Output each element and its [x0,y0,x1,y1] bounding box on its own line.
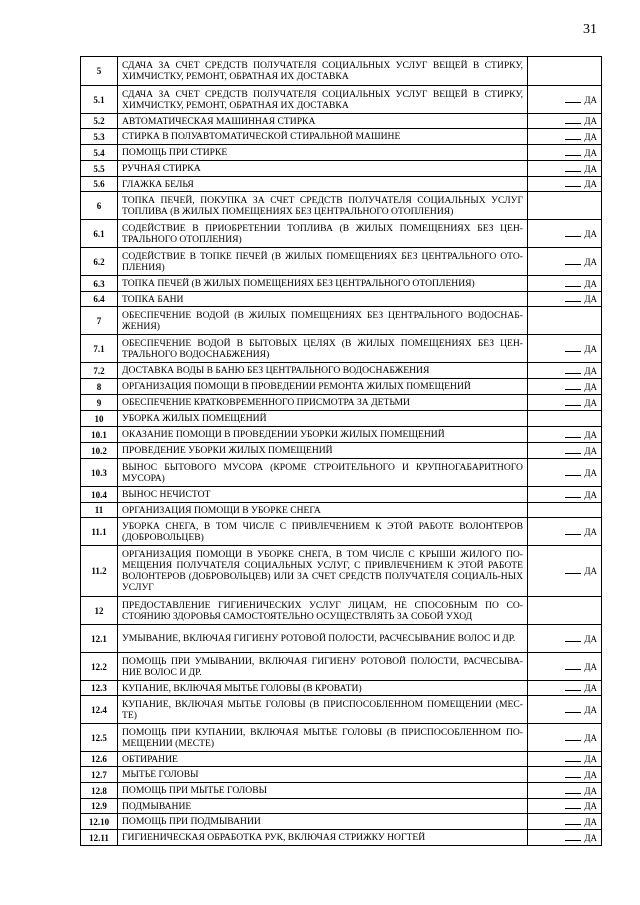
answer-cell [528,546,602,597]
answer-blank[interactable] [565,155,581,156]
answer-label: ДА [584,256,597,267]
answer-label: ДА [584,683,597,693]
answer-cell [528,145,602,161]
service-number: 7.2 [81,363,118,379]
answer-label: ДА [584,489,597,500]
answer-cell [528,814,602,830]
service-name: ПРОВЕДЕНИЕ УБОРКИ ЖИЛЫХ ПОМЕЩЕНИЙ [118,443,528,459]
service-name: УМЫВАНИЕ, ВКЛЮЧАЯ ГИГИЕНУ РОТОВОЙ ПОЛОСТИ, РАСЧЕСЫВАНИЕ ВОЛОС И ДР. [118,625,528,653]
service-number: 12.2 [81,653,118,681]
service-number: 6.4 [81,292,118,307]
services-table-body [81,57,602,846]
service-row [81,220,602,248]
service-number: 12.1 [81,625,118,653]
answer-label: ДА [584,365,597,376]
answer-blank[interactable] [565,102,581,103]
answer-cell [528,724,602,752]
answer-cell [528,518,602,546]
page-number: 31 [583,22,597,37]
answer-label: ДА [584,769,597,780]
answer-cell [528,443,602,459]
service-name: ОБЕСПЕЧЕНИЕ КРАТКОВРЕМЕННОГО ПРИСМОТРА ЗА ДЕТЬМИ [118,395,528,411]
service-number: 11 [81,503,118,518]
service-name: ТОПКА БАНИ [118,292,528,307]
service-name: ПРЕДОСТАВЛЕНИЕ ГИГИЕНИЧЕСКИХ УСЛУГ ЛИЦАМ, НЕ СПОСОБНЫМ ПО СО-СТОЯНИЮ ЗДОРОВЬЯ САМОСТОЯТЕЛЬНО ОСУЩЕСТВЛЯТЬ ЗА СОБОЙ УХОД [118,597,528,625]
answer-blank[interactable] [565,669,581,670]
answer-cell [528,57,602,86]
service-row [81,161,602,177]
service-number: 5.1 [81,86,118,114]
service-row [81,57,602,86]
service-row [81,114,602,129]
service-row [81,518,602,546]
answer-label: ДА [584,785,597,796]
answer-cell [528,192,602,220]
answer-blank[interactable] [565,405,581,406]
answer-blank[interactable] [565,761,581,762]
answer-cell [528,335,602,363]
answer-blank[interactable] [565,437,581,438]
service-name: ГИГИЕНИЧЕСКАЯ ОБРАБОТКА РУК, ВКЛЮЧАЯ СТРИЖКУ НОГТЕЙ [118,830,528,846]
service-row [81,487,602,503]
service-name: ОБЕСПЕЧЕНИЕ ВОДОЙ (В ЖИЛЫХ ПОМЕЩЕНИЯХ БЕЗ ЦЕНТРАЛЬНОГО ВОДОСНАБ-ЖЕНИЯ) [118,307,528,335]
service-number: 12.5 [81,724,118,752]
answer-blank[interactable] [565,497,581,498]
answer-cell [528,411,602,427]
service-name: ПОДМЫВАНИЕ [118,799,528,814]
answer-cell [528,177,602,192]
answer-blank[interactable] [565,712,581,713]
service-name: ПОМОЩЬ ПРИ СТИРКЕ [118,145,528,161]
service-name: ОБЕСПЕЧЕНИЕ ВОДОЙ В БЫТОВЫХ ЦЕЛЯХ (В ЖИЛЫХ ПОМЕЩЕНИЯХ БЕЗ ЦЕН-ТРАЛЬНОГО ВОДОСНАБЖЕНИЯ) [118,335,528,363]
service-row [81,724,602,752]
answer-blank[interactable] [565,453,581,454]
service-number: 5.4 [81,145,118,161]
answer-cell [528,86,602,114]
service-row [81,411,602,427]
service-name: СОДЕЙСТВИЕ В ПРИОБРЕТЕНИИ ТОПЛИВА (В ЖИЛЫХ ПОМЕЩЕНИЯХ БЕЗ ЦЕН-ТРАЛЬНОГО ОТОПЛЕНИЯ) [118,220,528,248]
answer-blank[interactable] [565,793,581,794]
service-name: ТОПКА ПЕЧЕЙ, ПОКУПКА ЗА СЧЕТ СРЕДСТВ ПОЛУЧАТЕЛЯ СОЦИАЛЬНЫХ УСЛУГ ТОПЛИВА (В ЖИЛЫХ ПОМЕЩЕНИЯХ БЕЗ ЦЕНТРАЛЬНОГО ОТОПЛЕНИЯ) [118,192,528,220]
service-row [81,129,602,145]
service-row [81,363,602,379]
service-row [81,276,602,292]
service-name: ВЫНОС БЫТОВОГО МУСОРА (КРОМЕ СТРОИТЕЛЬНОГО И КРУПНОГАБАРИТНОГО МУСОРА) [118,459,528,487]
answer-cell [528,220,602,248]
service-row [81,379,602,395]
service-number: 7.1 [81,335,118,363]
answer-label: ДА [584,754,597,764]
answer-label: ДА [584,633,597,644]
answer-label: ДА [584,467,597,478]
answer-label: ДА [584,278,597,289]
service-name: СТИРКА В ПОЛУАВТОМАТИЧЕСКОЙ СТИРАЛЬНОЙ МАШИНЕ [118,129,528,145]
answer-cell [528,696,602,724]
service-name: ОРГАНИЗАЦИЯ ПОМОЩИ В УБОРКЕ СНЕГА [118,503,528,518]
service-number: 5.3 [81,129,118,145]
service-number: 11.2 [81,546,118,597]
answer-label: ДА [584,429,597,440]
answer-cell [528,767,602,783]
answer-cell [528,276,602,292]
answer-cell [528,597,602,625]
service-name: СДАЧА ЗА СЧЕТ СРЕДСТВ ПОЛУЧАТЕЛЯ СОЦИАЛЬНЫХ УСЛУГ ВЕЩЕЙ В СТИРКУ, ХИМЧИСТКУ, РЕМОНТ, ОБРАТНАЯ ИХ ДОСТАВКА [118,57,528,86]
service-number: 9 [81,395,118,411]
answer-label: ДА [584,163,597,174]
answer-blank[interactable] [565,824,581,825]
answer-blank[interactable] [565,777,581,778]
service-row [81,192,602,220]
service-name: ДОСТАВКА ВОДЫ В БАНЮ БЕЗ ЦЕНТРАЛЬНОГО ВОДОСНАБЖЕНИЯ [118,363,528,379]
service-row [81,459,602,487]
answer-label: ДА [584,832,597,843]
answer-blank[interactable] [565,475,581,476]
service-number: 10.2 [81,443,118,459]
service-row [81,752,602,767]
service-row [81,443,602,459]
service-name: РУЧНАЯ СТИРКА [118,161,528,177]
service-name: ПОМОЩЬ ПРИ КУПАНИИ, ВКЛЮЧАЯ МЫТЬЕ ГОЛОВЫ (В ПРИСПОСОБЛЕННОМ ПО-МЕЩЕНИИ (МЕСТЕ) [118,724,528,752]
answer-cell [528,307,602,335]
answer-blank[interactable] [565,840,581,841]
answer-blank[interactable] [565,389,581,390]
service-name: АВТОМАТИЧЕСКАЯ МАШИННАЯ СТИРКА [118,114,528,129]
service-name: УБОРКА ЖИЛЫХ ПОМЕЩЕНИЙ [118,411,528,427]
service-row [81,503,602,518]
service-name: ПОМОЩЬ ПРИ МЫТЬЕ ГОЛОВЫ [118,783,528,799]
service-row [81,86,602,114]
answer-label: ДА [584,381,597,392]
service-row [81,767,602,783]
service-number: 12 [81,597,118,625]
service-number: 12.4 [81,696,118,724]
answer-label: ДА [584,397,597,408]
service-number: 10.1 [81,427,118,443]
answer-label: ДА [584,704,597,715]
service-number: 8 [81,379,118,395]
answer-cell [528,292,602,307]
service-row [81,830,602,846]
answer-blank[interactable] [565,123,581,124]
service-row [81,292,602,307]
answer-label: ДА [584,94,597,105]
service-number: 5.2 [81,114,118,129]
answer-label: ДА [584,732,597,743]
answer-label: ДА [584,116,597,126]
answer-cell [528,752,602,767]
answer-cell [528,799,602,814]
service-row [81,307,602,335]
answer-label: ДА [584,445,597,456]
service-name: ВЫНОС НЕЧИСТОТ [118,487,528,503]
service-number: 5.5 [81,161,118,177]
service-name: ОБТИРАНИЕ [118,752,528,767]
service-name: ГЛАЖКА БЕЛЬЯ [118,177,528,192]
answer-blank[interactable] [565,139,581,140]
answer-blank[interactable] [565,808,581,809]
answer-cell [528,129,602,145]
answer-cell [528,459,602,487]
answer-blank[interactable] [565,186,581,187]
answer-cell [528,395,602,411]
answer-label: ДА [584,816,597,827]
answer-cell [528,427,602,443]
services-table [80,56,602,846]
service-number: 12.10 [81,814,118,830]
answer-label: ДА [584,526,597,537]
answer-blank[interactable] [565,641,581,642]
service-row [81,653,602,681]
answer-cell [528,487,602,503]
service-name: ТОПКА ПЕЧЕЙ (В ЖИЛЫХ ПОМЕЩЕНИЯХ БЕЗ ЦЕНТРАЛЬНОГО ОТОПЛЕНИЯ) [118,276,528,292]
answer-blank[interactable] [565,171,581,172]
answer-cell [528,783,602,799]
service-row [81,427,602,443]
answer-cell [528,503,602,518]
service-number: 5.6 [81,177,118,192]
answer-cell [528,379,602,395]
service-row [81,546,602,597]
service-number: 6.1 [81,220,118,248]
service-number: 6.3 [81,276,118,292]
service-name: ПОМОЩЬ ПРИ ПОДМЫВАНИИ [118,814,528,830]
service-name: УБОРКА СНЕГА, В ТОМ ЧИСЛЕ С ПРИВЛЕЧЕНИЕМ К ЭТОЙ РАБОТЕ ВОЛОНТЕРОВ (ДОБРОВОЛЬЦЕВ) [118,518,528,546]
answer-label: ДА [584,294,597,304]
service-number: 11.1 [81,518,118,546]
service-name: МЫТЬЕ ГОЛОВЫ [118,767,528,783]
service-row [81,783,602,799]
service-name: ПОМОЩЬ ПРИ УМЫВАНИИ, ВКЛЮЧАЯ ГИГИЕНУ РОТОВОЙ ПОЛОСТИ, РАСЧЕСЫВА-НИЕ ВОЛОС И ДР. [118,653,528,681]
service-number: 7 [81,307,118,335]
answer-blank[interactable] [565,236,581,237]
answer-blank[interactable] [565,286,581,287]
service-number: 6 [81,192,118,220]
answer-cell [528,248,602,276]
service-number: 12.7 [81,767,118,783]
answer-label: ДА [584,179,597,189]
service-row [81,395,602,411]
answer-label: ДА [584,661,597,672]
answer-label: ДА [584,566,597,576]
service-row [81,145,602,161]
service-number: 10.4 [81,487,118,503]
service-name: ОРГАНИЗАЦИЯ ПОМОЩИ В ПРОВЕДЕНИИ РЕМОНТА ЖИЛЫХ ПОМЕЩЕНИЙ [118,379,528,395]
service-name: КУПАНИЕ, ВКЛЮЧАЯ МЫТЬЕ ГОЛОВЫ (В КРОВАТИ) [118,681,528,696]
service-row [81,681,602,696]
answer-label: ДА [584,343,597,354]
service-number: 5 [81,57,118,86]
answer-label: ДА [584,228,597,239]
service-number: 6.2 [81,248,118,276]
service-name: ОКАЗАНИЕ ПОМОЩИ В ПРОВЕДЕНИИ УБОРКИ ЖИЛЫХ ПОМЕЩЕНИЙ [118,427,528,443]
service-row [81,597,602,625]
service-number: 12.3 [81,681,118,696]
service-number: 12.8 [81,783,118,799]
service-row [81,248,602,276]
service-number: 10 [81,411,118,427]
service-number: 12.11 [81,830,118,846]
answer-blank[interactable] [565,690,581,691]
service-row [81,814,602,830]
answer-blank[interactable] [565,373,581,374]
answer-cell [528,114,602,129]
service-number: 10.3 [81,459,118,487]
service-name: ОРГАНИЗАЦИЯ ПОМОЩИ В УБОРКЕ СНЕГА, В ТОМ ЧИСЛЕ С КРЫШИ ЖИЛОГО ПО-МЕЩЕНИЯ ПОЛУЧАТЕЛЯ СОЦИАЛЬНЫХ УСЛУГ, С ПРИВЛЕЧЕНИЕМ К ЭТОЙ РАБОТЕ ВОЛОНТЕРОВ (ДОБРОВОЛЬЦЕВ) ИЛИ ЗА СЧЕТ СРЕДСТВ ПОЛУЧАТЕЛЯ СОЦИАЛЬ-НЫХ УСЛУГ [118,546,528,597]
answer-blank[interactable] [565,301,581,302]
service-number: 12.9 [81,799,118,814]
service-name: СОДЕЙСТВИЕ В ТОПКЕ ПЕЧЕЙ (В ЖИЛЫХ ПОМЕЩЕНИЯХ БЕЗ ЦЕНТРАЛЬНОГО ОТО-ПЛЕНИЯ) [118,248,528,276]
service-row [81,177,602,192]
answer-blank[interactable] [565,264,581,265]
service-number: 12.6 [81,752,118,767]
service-name: СДАЧА ЗА СЧЕТ СРЕДСТВ ПОЛУЧАТЕЛЯ СОЦИАЛЬНЫХ УСЛУГ ВЕЩЕЙ В СТИРКУ, ХИМЧИСТКУ, РЕМОНТ, ОБРАТНАЯ ИХ ДОСТАВКА [118,86,528,114]
answer-blank[interactable] [565,573,581,574]
answer-cell [528,653,602,681]
answer-cell [528,363,602,379]
answer-blank[interactable] [565,351,581,352]
service-name: КУПАНИЕ, ВКЛЮЧАЯ МЫТЬЕ ГОЛОВЫ (В ПРИСПОСОБЛЕННОМ ПОМЕЩЕНИИ (МЕС-ТЕ) [118,696,528,724]
answer-blank[interactable] [565,534,581,535]
service-row [81,335,602,363]
answer-blank[interactable] [565,740,581,741]
answer-label: ДА [584,131,597,142]
answer-label: ДА [584,801,597,811]
answer-label: ДА [584,147,597,158]
answer-cell [528,161,602,177]
service-row [81,625,602,653]
answer-cell [528,681,602,696]
service-row [81,799,602,814]
service-row [81,696,602,724]
answer-cell [528,625,602,653]
answer-cell [528,830,602,846]
